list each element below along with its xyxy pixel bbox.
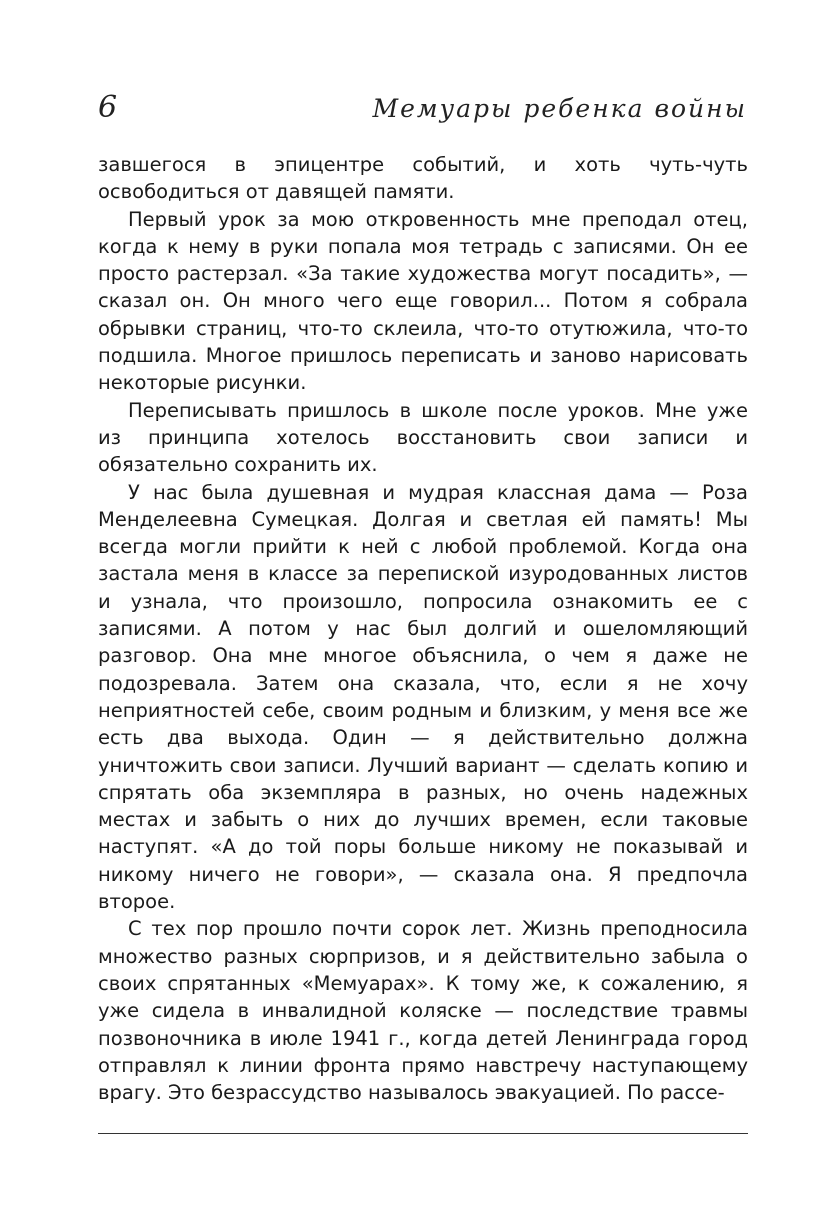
paragraph-1: завшегося в эпицентре событий, и хоть чуть-чуть освободиться от давящей памяти. bbox=[98, 153, 748, 204]
paragraph-2: Первый урок за мою откровенность мне преподал отец, когда к нему в руки попала моя тетрадь с записями. Он ее просто растерзал. «За такие художества могут посадить», — сказал он. Он много чего еще говорил... Потом я собрала обрывки страниц, что-то склеила, что-то отутюжила, что-то подшила. Многое пришлось переписать и заново нарисовать некоторые рисунки. bbox=[98, 207, 748, 395]
page-number: 6 bbox=[98, 90, 118, 125]
page-body bbox=[98, 151, 748, 1106]
paragraph-5: С тех пор прошло почти сорок лет. Жизнь преподносила множество разных сюрпризов, и я действительно забыла о своих спрятанных «Мемуарах». К тому же, к сожалению, я уже сидела в инвалидной коляске — последствие травмы позвоночника в июле 1941 г., когда детей Ленинграда город отправлял к линии фронта прямо навстречу наступающему врагу. Это безрассудство называлось эвакуацией. По рассе- bbox=[98, 917, 748, 1105]
footer-rule bbox=[98, 1133, 748, 1134]
running-title: Мемуары ребенка войны bbox=[372, 94, 747, 123]
paragraph-4: У нас была душевная и мудрая классная дама — Роза Менделеевна Сумецкая. Долгая и светлая ей память! Мы всегда могли прийти к ней с любой проблемой. Когда она застала меня в классе за перепиской изуродованных листов и узнала, что произошло, попросила ознакомить ее с записями. А потом у нас был долгий и ошеломляющий разговор. Она мне многое объяснила, о чем я даже не подозревала. Затем она сказала, что, если я не хочу неприятностей себе, своим родным и близким, у меня все же есть два выхода. Один — я действительно должна уничтожить свои записи. Лучший вариант — сделать копию и спрятать оба экземпляра в разных, но очень надежных местах и забыть о них до лучших времен, если таковые наступят. «А до той поры больше никому не показывай и никому ничего не говори», — сказала она. Я предпочла второе. bbox=[98, 480, 748, 914]
paragraph-3: Переписывать пришлось в школе после уроков. Мне уже из принципа хотелось восстановить свои записи и обязательно сохранить их. bbox=[98, 398, 748, 477]
